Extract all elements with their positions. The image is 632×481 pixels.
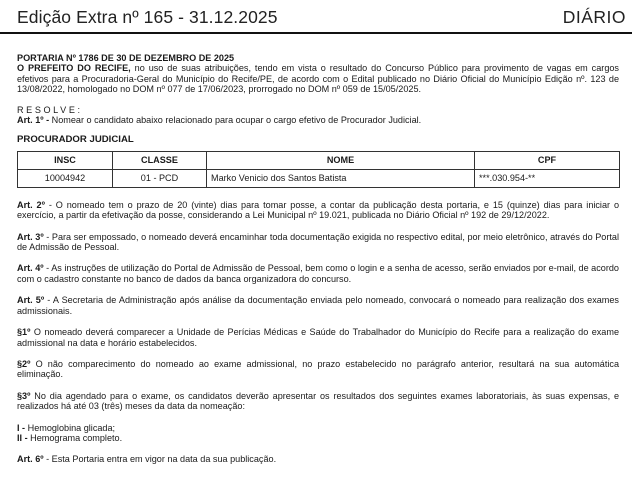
exam-item-2 [17,433,619,443]
article-2-text: - O nomeado tem o prazo de 20 (vinte) dias para tomar posse, a contar da publicação desta portaria, e 15 (quinze) dias para iniciar o exercício, a partir da efetivação da posse, considerando a Lei Municipal nº 19.021, publicada no Diário Oficial nº 192 de 29/12/2022. [17,199,620,221]
paragraph-1 [17,327,619,348]
paragraph-2 [17,359,619,380]
paragraph-2-text: O não comparecimento do nomeado ao exame admissional, no prazo estabelecido no parágrafo anterior, resultará na sua automática eliminação. [17,358,619,380]
article-6-label: Art. 6º [17,454,44,465]
resolve-heading: RESOLVE: [17,104,83,115]
article-6 [17,454,619,464]
article-4-text: - As instruções de utilização do Portal de Admissão de Pessoal, bem como o login e a senha de acesso, serão enviados por e-mail, de acordo com o cadastro constante no banco de dados da banca organizadora do concurso. [17,263,619,284]
article-3-text: - Para ser empossado, o nomeado deverá encaminhar toda documentação exigida no respectivo edital, por meio eletrônico, através do Portal de Admissão de Pessoal. [17,231,619,253]
paragraph-1-label: §1º [17,327,31,338]
intro-bold: O PREFEITO DO RECIFE, [17,63,131,74]
paragraph-3-label: §3º [17,390,31,401]
paragraph-2-label: §2º [17,358,31,369]
column-header-nome: NOME [207,151,475,169]
document-body [17,53,619,465]
article-3-label: Art. 3º [17,231,44,242]
paragraph-3 [17,391,619,412]
portaria-title: PORTARIA Nº 1786 DE 30 DE DEZEMBRO DE 2025 [17,53,235,63]
article-6-text: - Esta Portaria entra em vigor na data da sua publicação. [43,454,277,465]
article-3 [17,232,619,253]
exam-item-1-label: I - [17,422,26,433]
cell-classe: 01 - PCD [113,169,207,187]
exam-item-1 [17,423,619,433]
article-1-label: Art. 1º - [17,115,50,126]
gazette-header [0,0,632,34]
exam-item-2-text: Hemograma completo. [27,432,123,443]
cell-cpf: ***.030.954-** [475,169,620,187]
edition-title: Edição Extra nº 165 - 31.12.2025 [17,7,278,27]
article-1-text: Nomear o candidato abaixo relacionado para ocupar o cargo efetivo de Procurador Judicial. [49,115,422,126]
article-2 [17,200,619,221]
portaria-intro [17,63,619,94]
exam-item-2-label: II - [17,432,28,443]
article-5 [17,295,619,316]
column-header-classe: CLASSE [113,151,207,169]
publication-name: DIÁRIO [562,7,626,27]
article-5-label: Art. 5º [17,295,45,306]
intro-text: no uso de suas atribuições, tendo em vista o resultado do Concurso Público para provimento de vagas em cargos efetivos para a Procuradoria-Geral do Município do Recife/PE, de acordo com o Edital publicado no Diário Oficial do Município Edição nº. 123 de 13/08/2022, homologado no DOM nº 077 de 17/06/2023, prorrogado no DOM nº 059 de 15/05/2025. [17,63,619,95]
table-header-row [18,151,620,169]
article-5-text: - A Secretaria de Administração após análise da documentação enviada pelo nomeado, convocará o nomeado para realização dos exames admissionais. [17,295,619,316]
article-2-label: Art. 2º [17,199,45,210]
cell-insc: 10004942 [18,169,113,187]
article-1 [17,115,619,125]
table-row [18,169,620,187]
paragraph-3-text: No dia agendado para o exame, os candidatos deverão apresentar os resultados dos seguintes exames laboratoriais, às suas expensas, e realizados há até 03 (três) meses da data da nomeação: [17,390,619,412]
exam-item-1-text: Hemoglobina glicada; [25,422,116,433]
column-header-insc: INSC [18,151,113,169]
paragraph-1-text: O nomeado deverá comparecer a Unidade de Perícias Médicas e Saúde do Trabalhador do Município do Recife para a realização do exame admissional na data e horário estabelecidos. [17,327,619,348]
appointee-table [17,151,620,188]
column-header-cpf: CPF [475,151,620,169]
section-title: PROCURADOR JUDICIAL [17,134,134,146]
article-4-label: Art. 4º [17,263,44,274]
article-4 [17,263,619,284]
cell-nome: Marko Venicio dos Santos Batista [207,169,475,187]
